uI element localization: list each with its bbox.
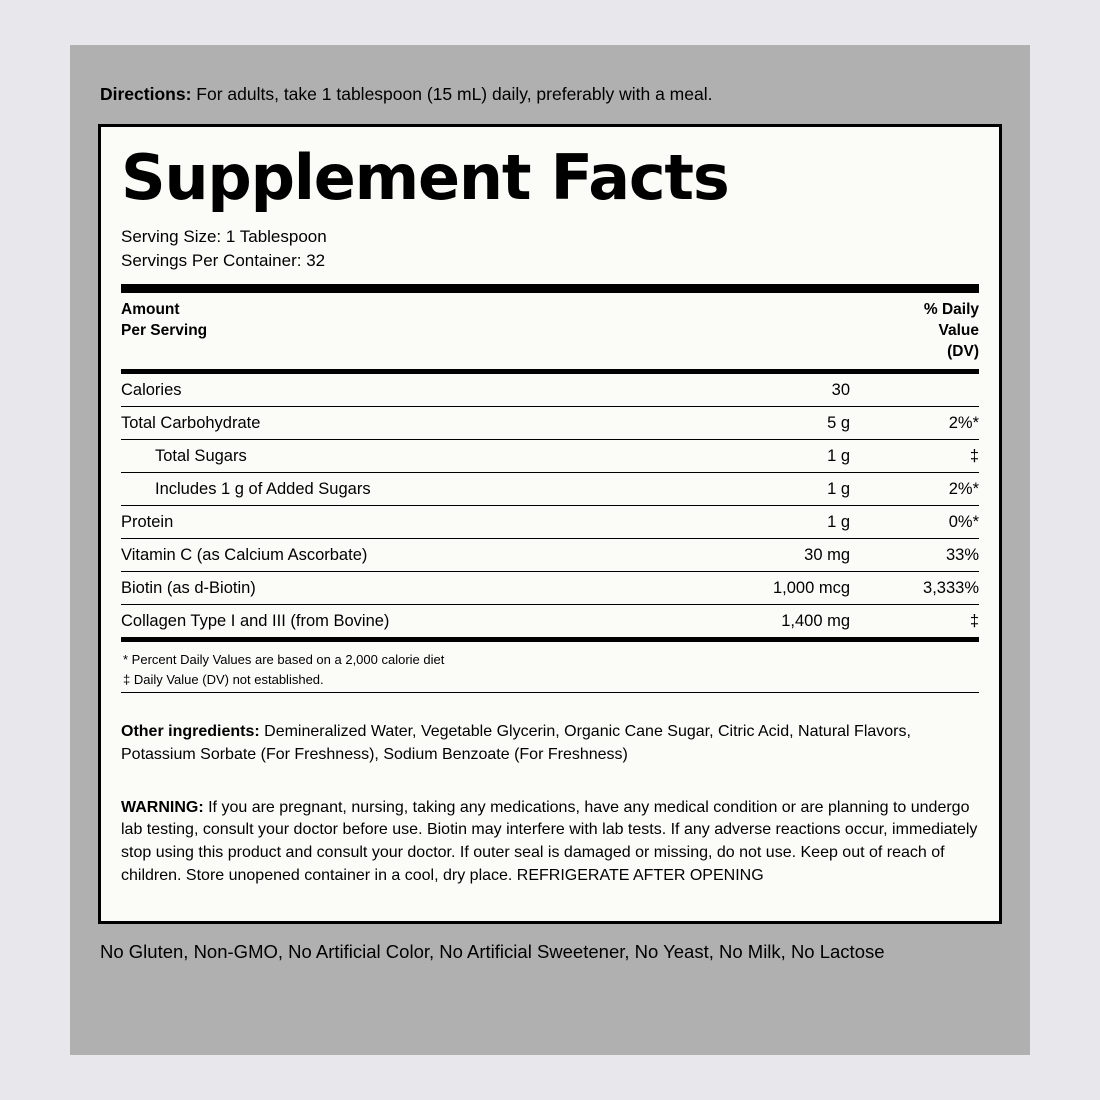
table-row	[121, 604, 979, 637]
table-row	[121, 538, 979, 571]
warning-text: If you are pregnant, nursing, taking any medications, have any medical condition or are planning to undergo lab testing, consult your doctor before use. Biotin may interfere with lab tests. If any adverse reactions occur, immediately stop using this product and consult your doctor. If outer seal is damaged or missing, do not use. Keep out of reach of children. Store unopened container in a cool, dry place. REFRIGERATE AFTER OPENING	[121, 798, 978, 884]
page-title: Supplement Facts	[121, 140, 729, 214]
table-row	[121, 505, 979, 538]
table-row	[121, 374, 979, 407]
nutrient-amount: 1 g	[661, 472, 884, 505]
warning	[121, 783, 979, 892]
header-spacer	[668, 293, 884, 369]
nutrient-name: Vitamin C (as Calcium Ascorbate)	[121, 538, 661, 571]
nutrient-amount: 30 mg	[661, 538, 884, 571]
header-dv-line3: (DV)	[947, 342, 979, 360]
nutrient-name: Biotin (as d-Biotin)	[121, 571, 661, 604]
nutrient-name: Total Carbohydrate	[121, 406, 661, 439]
header-amount-per-serving	[121, 293, 668, 369]
directions-body: For adults, take 1 tablespoon (15 mL) daily, preferably with a meal.	[196, 84, 713, 104]
nutrient-dv: 33%	[884, 538, 979, 571]
header-amount-line2: Per Serving	[121, 321, 208, 339]
nutrient-name: Protein	[121, 505, 661, 538]
nutrient-dv: 2%*	[884, 472, 979, 505]
other-ingredients-label: Other ingredients:	[121, 723, 260, 741]
header-daily-value	[884, 293, 979, 369]
footnote-dv-not-established: ‡ Daily Value (DV) not established.	[123, 671, 324, 687]
serving-size: Serving Size: 1 Tablespoon	[121, 226, 327, 246]
nutrition-table	[121, 293, 979, 369]
nutrient-name: Collagen Type I and III (from Bovine)	[121, 604, 661, 637]
divider-thin	[121, 692, 979, 693]
table-row	[121, 439, 979, 472]
nutrient-dv: ‡	[884, 439, 979, 472]
footnotes	[121, 642, 979, 692]
other-ingredients-text: Demineralized Water, Vegetable Glycerin, Organic Cane Sugar, Citric Acid, Natural Flavors, Potassium Sorbate (For Freshness), Sodium Benzoate (For Freshness)	[121, 723, 911, 763]
nutrient-name: Calories	[121, 380, 182, 399]
nutrient-dv	[884, 374, 979, 407]
footnote-percent-dv: * Percent Daily Values are based on a 2,000 calorie diet	[123, 651, 445, 667]
warning-label: WARNING:	[121, 798, 204, 816]
table-row	[121, 472, 979, 505]
nutrient-amount: 30	[831, 380, 850, 399]
nutrient-amount: 1,000 mcg	[661, 571, 884, 604]
table-header-row	[121, 293, 979, 369]
product-claims: No Gluten, Non-GMO, No Artificial Color, No Artificial Sweetener, No Yeast, No Milk, No Lactose	[100, 941, 885, 963]
header-amount-line1: Amount	[121, 301, 180, 319]
nutrient-dv: 2%*	[884, 406, 979, 439]
supplement-label-page	[70, 45, 1030, 1055]
table-row	[121, 406, 979, 439]
other-ingredients	[121, 709, 979, 766]
nutrient-amount: 5 g	[661, 406, 884, 439]
nutrition-rows	[121, 374, 979, 637]
directions-label: Directions:	[100, 84, 192, 104]
nutrient-amount: 1 g	[661, 505, 884, 538]
directions-text	[100, 83, 1002, 106]
table-row	[121, 571, 979, 604]
nutrient-amount: 1 g	[661, 439, 884, 472]
nutrient-dv: ‡	[884, 604, 979, 637]
nutrient-dv: 3,333%	[884, 571, 979, 604]
nutrient-amount: 1,400 mg	[661, 604, 884, 637]
supplement-facts-panel	[98, 124, 1002, 925]
nutrient-name: Includes 1 g of Added Sugars	[121, 472, 661, 505]
header-dv-line2: Value	[938, 321, 979, 339]
divider-thick-top	[121, 284, 979, 293]
nutrient-name: Total Sugars	[121, 439, 661, 472]
servings-per-container: Servings Per Container: 32	[121, 251, 326, 271]
nutrient-dv: 0%*	[884, 505, 979, 538]
header-dv-line1: % Daily	[923, 301, 979, 319]
